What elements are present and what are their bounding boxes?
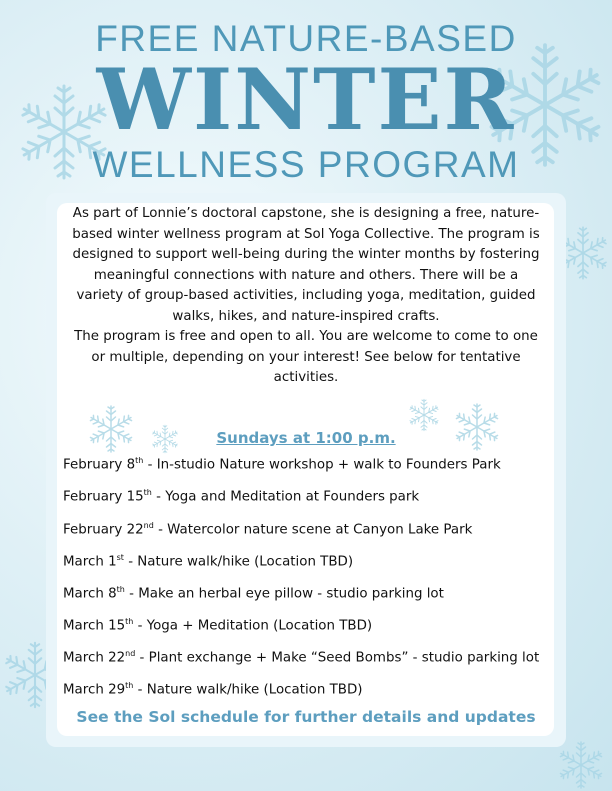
list-item <box>63 553 353 569</box>
list-item-suffix: th <box>143 488 152 497</box>
list-item-month: March <box>63 586 104 602</box>
list-item-suffix: st <box>116 553 124 562</box>
list-item-suffix: nd <box>143 521 154 530</box>
list-item-suffix: th <box>116 585 125 594</box>
list-item-suffix: th <box>125 617 134 626</box>
title-winter: WINTER <box>96 50 516 149</box>
list-item-month: March <box>63 554 104 570</box>
list-item-activity: - Nature walk/hike (Location TBD) <box>123 554 354 570</box>
list-item-month: March <box>63 682 104 698</box>
list-item-month: March <box>63 650 104 666</box>
list-item <box>63 681 363 697</box>
list-item-month: February <box>63 489 123 505</box>
list-item <box>63 521 472 537</box>
list-item <box>63 585 444 601</box>
list-item-day: 15 <box>126 489 144 505</box>
footer-note: See the Sol schedule for further details and updates <box>76 708 536 726</box>
list-item <box>63 649 539 665</box>
list-item <box>63 617 372 633</box>
list-item-day: 8 <box>108 586 117 602</box>
title-line-1: FREE NATURE-BASED <box>95 18 517 59</box>
list-item-suffix: th <box>135 456 144 465</box>
list-item-activity: - Yoga and Meditation at Founders park <box>151 489 420 505</box>
list-item-activity: - Plant exchange + Make “Seed Bombs” - studio parking lot <box>135 650 540 666</box>
list-item-month: February <box>63 457 123 473</box>
intro-paragraph-1: As part of Lonnie’s doctoral capstone, she is designing a free, nature-based winter wellness program at Sol Yoga Collective. The program is designed to support well-being during the winter months by fostering meaningful connections with nature and others. There will be a variety of group-based activities, including yoga, meditation, guided walks, hikes, and nature-inspired crafts. <box>72 206 540 324</box>
list-item-day: 1 <box>108 554 117 570</box>
list-item <box>63 456 501 472</box>
intro-text <box>70 204 542 389</box>
list-item-day: 8 <box>126 457 136 473</box>
list-item-month: February <box>63 522 123 538</box>
list-item-activity: - Yoga + Meditation (Location TBD) <box>133 618 373 634</box>
list-item-suffix: th <box>125 681 134 690</box>
title-line-3: WELLNESS PROGRAM <box>92 144 520 185</box>
list-item <box>63 488 419 504</box>
list-item-day: 22 <box>108 650 126 666</box>
list-item-activity: - Nature walk/hike (Location TBD) <box>133 682 363 698</box>
list-item-day: 22 <box>126 522 144 538</box>
list-item-day: 29 <box>108 682 126 698</box>
schedule-heading: Sundays at 1:00 p.m. <box>216 429 396 447</box>
list-item-activity: - Watercolor nature scene at Canyon Lake Park <box>153 522 473 538</box>
list-item-month: March <box>63 618 104 634</box>
intro-paragraph-2: The program is free and open to all. You are welcome to come to one or multiple, depending on your interest! See below for tentative activities. <box>74 329 538 385</box>
list-item-activity: - Make an herbal eye pillow - studio parking lot <box>124 586 444 602</box>
list-item-suffix: nd <box>125 649 136 658</box>
list-item-activity: - In-studio Nature workshop + walk to Founders Park <box>143 457 501 473</box>
list-item-day: 15 <box>108 618 126 634</box>
snowflake-icon <box>556 740 606 790</box>
